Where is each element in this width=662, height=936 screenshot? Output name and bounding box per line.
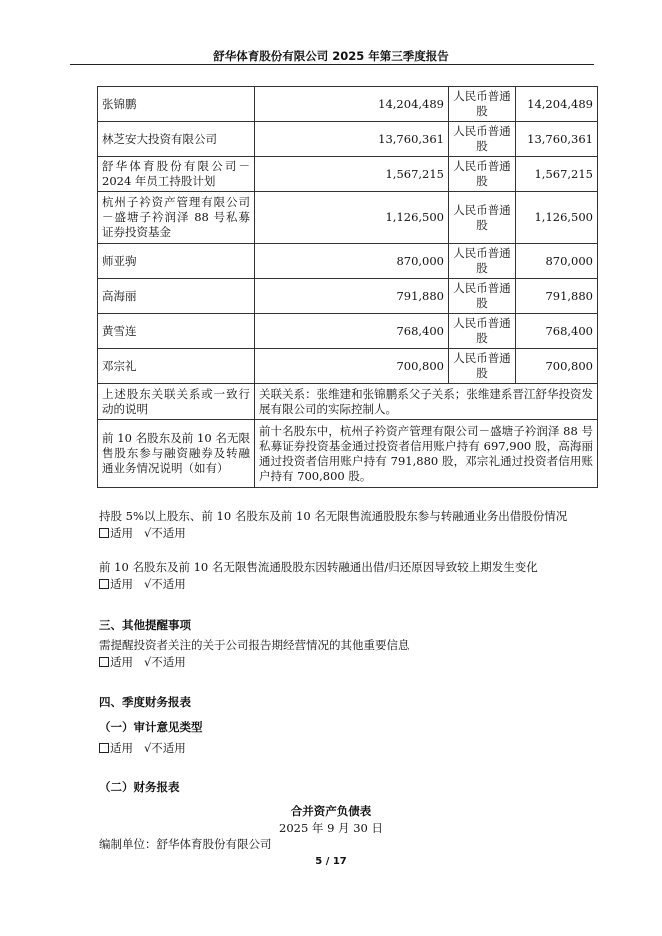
holder-shares: 1,567,215	[255, 157, 449, 192]
audit-options	[99, 740, 186, 757]
applicable-label: 适用	[110, 655, 133, 669]
applicable-label: 适用	[110, 741, 133, 755]
holder-shares: 791,880	[255, 279, 449, 314]
table-row	[98, 279, 598, 314]
share-count: 13,760,361	[516, 122, 598, 157]
checkbox-icon[interactable]	[99, 657, 109, 667]
table-row	[98, 420, 598, 488]
balance-sheet-title: 合并资产负债表	[290, 804, 372, 818]
other-heading: 三、其他提醒事项	[99, 618, 191, 632]
holder-name: 高海丽	[98, 279, 255, 314]
share-class: 人民币普通股	[449, 122, 516, 157]
checkbox-icon[interactable]	[99, 743, 109, 753]
compiler-line: 编制单位：舒华体育股份有限公司	[99, 837, 272, 851]
report-header: 舒华体育股份有限公司 2025 年第三季度报告	[213, 49, 449, 63]
share-count: 1,126,500	[516, 192, 598, 244]
not-applicable-label: √不适用	[143, 526, 186, 540]
not-applicable-label: √不适用	[143, 577, 186, 591]
financial-heading: 四、季度财务报表	[99, 695, 191, 709]
page-number: 5 / 17	[315, 856, 347, 867]
share-class: 人民币普通股	[449, 244, 516, 279]
holder-shares: 700,800	[255, 349, 449, 384]
table-row	[98, 122, 598, 157]
holder-shares: 768,400	[255, 314, 449, 349]
table-row	[98, 244, 598, 279]
share-class: 人民币普通股	[449, 157, 516, 192]
change-title: 前 10 名股东及前 10 名无限售流通股股东因转融通出借/归还原因导致较上期发生变化	[99, 560, 538, 574]
holder-shares: 13,760,361	[255, 122, 449, 157]
header-divider	[70, 64, 594, 65]
share-count: 870,000	[516, 244, 598, 279]
checkbox-icon[interactable]	[99, 579, 109, 589]
holder-name: 舒华体育股份有限公司－2024 年员工持股计划	[98, 157, 255, 192]
relation-text: 关联关系：张维建和张锦鹏系父子关系；张维建系晋江舒华投资发展有限公司的实际控制人。	[255, 384, 598, 420]
share-class: 人民币普通股	[449, 87, 516, 122]
holder-name: 邓宗礼	[98, 349, 255, 384]
statements-heading: （二）财务报表	[99, 780, 180, 794]
table-row	[98, 192, 598, 244]
share-count: 14,204,489	[516, 87, 598, 122]
table-row	[98, 157, 598, 192]
change-options	[99, 576, 186, 593]
audit-heading: （一）审计意见类型	[99, 720, 203, 734]
share-class: 人民币普通股	[449, 192, 516, 244]
top-holders-table	[97, 86, 598, 488]
holder-name: 林芝安大投资有限公司	[98, 122, 255, 157]
holder-shares: 1,126,500	[255, 192, 449, 244]
checkbox-icon[interactable]	[99, 528, 109, 538]
table-row	[98, 384, 598, 420]
holder-name: 师亚驹	[98, 244, 255, 279]
other-options	[99, 654, 186, 671]
table-row	[98, 87, 598, 122]
lending-options	[99, 525, 186, 542]
table-row	[98, 349, 598, 384]
not-applicable-label: √不适用	[143, 655, 186, 669]
share-count: 700,800	[516, 349, 598, 384]
applicable-label: 适用	[110, 526, 133, 540]
holder-name: 杭州子衿资产管理有限公司－盛塘子衿润泽 88 号私募证券投资基金	[98, 192, 255, 244]
lending-title: 持股 5%以上股东、前 10 名股东及前 10 名无限售流通股股东参与转融通业务出借股份情况	[99, 509, 568, 523]
relation-label: 上述股东关联关系或一致行动的说明	[98, 384, 255, 420]
other-text: 需提醒投资者关注的关于公司报告期经营情况的其他重要信息	[99, 638, 410, 652]
share-count: 791,880	[516, 279, 598, 314]
share-class: 人民币普通股	[449, 279, 516, 314]
holder-name: 张锦鹏	[98, 87, 255, 122]
margin-label: 前 10 名股东及前 10 名无限售股东参与融资融券及转融通业务情况说明（如有）	[98, 420, 255, 488]
share-count: 768,400	[516, 314, 598, 349]
share-count: 1,567,215	[516, 157, 598, 192]
applicable-label: 适用	[110, 577, 133, 591]
table-row	[98, 314, 598, 349]
holder-shares: 14,204,489	[255, 87, 449, 122]
not-applicable-label: √不适用	[143, 741, 186, 755]
balance-sheet-date: 2025 年 9 月 30 日	[279, 821, 383, 835]
share-class: 人民币普通股	[449, 314, 516, 349]
holder-shares: 870,000	[255, 244, 449, 279]
margin-text: 前十名股东中，杭州子衿资产管理有限公司－盛塘子衿润泽 88 号私募证券投资基金通过投资者信用账户持有 697,900 股，高海丽通过投资者信用账户持有 791,880 股，邓宗礼通过投资者信用账户持有 700,800 股。	[255, 420, 598, 488]
holder-name: 黄雪连	[98, 314, 255, 349]
share-class: 人民币普通股	[449, 349, 516, 384]
